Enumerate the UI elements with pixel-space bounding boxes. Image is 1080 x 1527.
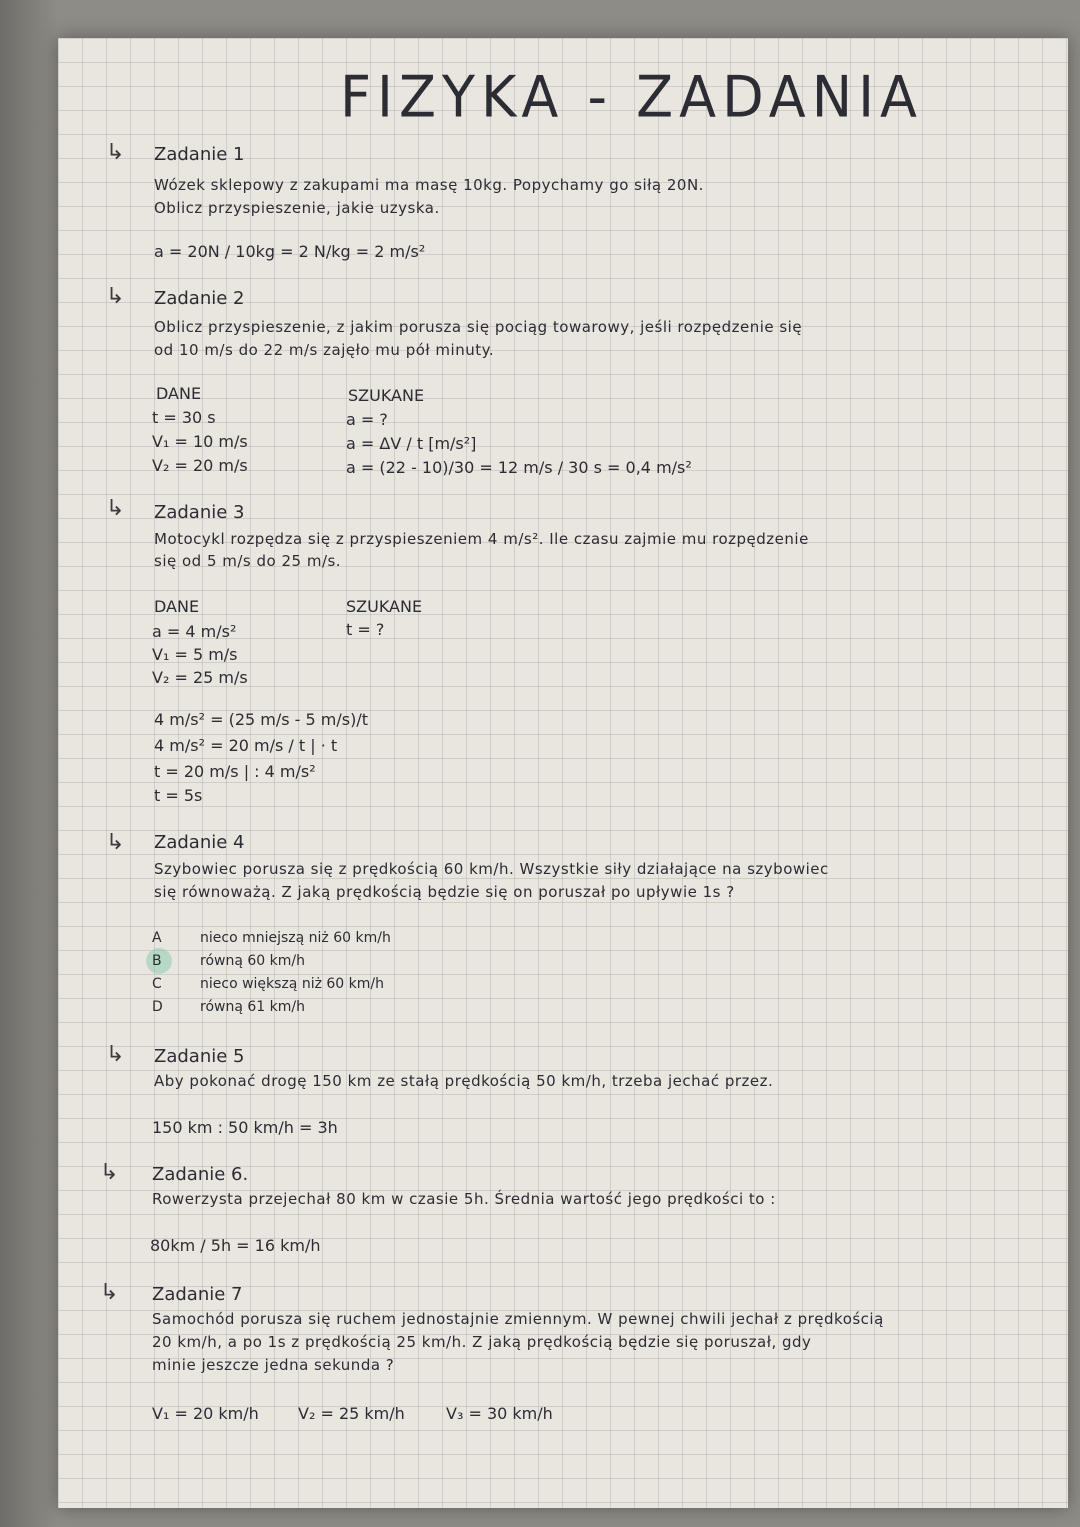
option-text: nieco mniejszą niż 60 km/h: [200, 930, 391, 946]
task-4-line: się równoważą. Z jaką prędkością będzie się on poruszał po upływie 1s ?: [154, 883, 735, 901]
option-text: równą 60 km/h: [200, 953, 305, 969]
task-7-line: Samochód porusza się ruchem jednostajnie zmiennym. W pewnej chwili jechał z prędkością: [152, 1310, 884, 1328]
task-3-heading: Zadanie 3: [154, 502, 245, 523]
option-letter: D: [152, 999, 163, 1015]
given-item: t = 30 s: [152, 408, 216, 427]
find-label: SZUKANE: [346, 597, 423, 616]
given-label: DANE: [156, 384, 202, 403]
task-7-line: 20 km/h, a po 1s z prędkością 25 km/h. Z jaką prędkością będzie się poruszał, gdy: [152, 1333, 812, 1351]
arrow-mark: ↳: [106, 1042, 125, 1067]
arrow-mark: ↳: [100, 1280, 119, 1305]
task-3-line: Motocykl rozpędza się z przyspieszeniem 4 m/s². Ile czasu zajmie mu rozpędzenie: [154, 530, 809, 548]
option-letter: C: [152, 976, 162, 992]
task-1-heading: Zadanie 1: [154, 144, 245, 165]
option-text: równą 61 km/h: [200, 999, 305, 1015]
arrow-mark: ↳: [100, 1160, 119, 1185]
given-item: V₁ = 10 m/s: [152, 432, 248, 451]
task-7-line: minie jeszcze jedna sekunda ?: [152, 1356, 395, 1374]
page-title: FIZYKA - ZADANIA: [340, 64, 923, 131]
task-3-solution: t = 5s: [154, 786, 203, 805]
arrow-mark: ↳: [106, 830, 125, 855]
given-item: V₂ = 20 m/s: [152, 456, 248, 475]
arrow-mark: ↳: [106, 284, 125, 309]
task-5-heading: Zadanie 5: [154, 1046, 245, 1067]
given-item: a = 4 m/s²: [152, 622, 237, 641]
arrow-mark: ↳: [106, 496, 125, 521]
task-2-heading: Zadanie 2: [154, 288, 245, 309]
task-6-heading: Zadanie 6.: [152, 1164, 249, 1185]
task-6-solution: 80km / 5h = 16 km/h: [150, 1236, 321, 1255]
task-3-solution: 4 m/s² = (25 m/s - 5 m/s)/t: [154, 710, 368, 729]
given-item: V₁ = 5 m/s: [152, 645, 238, 664]
task-7-heading: Zadanie 7: [152, 1284, 243, 1305]
find-item: a = (22 - 10)/30 = 12 m/s / 30 s = 0,4 m/s²: [346, 458, 692, 477]
task-4-line: Szybowiec porusza się z prędkością 60 km/h. Wszystkie siły działające na szybowiec: [154, 860, 829, 878]
find-item: t = ?: [346, 620, 385, 639]
task-3-line: się od 5 m/s do 25 m/s.: [154, 552, 342, 570]
task-3-solution: 4 m/s² = 20 m/s / t | · t: [154, 736, 338, 755]
task-5-line: Aby pokonać drogę 150 km ze stałą prędkością 50 km/h, trzeba jechać przez.: [154, 1072, 774, 1090]
find-item: a = ?: [346, 410, 388, 429]
option-letter: B: [152, 953, 162, 969]
given-label: DANE: [154, 597, 200, 616]
task-4-heading: Zadanie 4: [154, 832, 245, 853]
task-7-solution: V₁ = 20 km/h: [152, 1404, 259, 1423]
task-7-solution: V₂ = 25 km/h: [298, 1404, 405, 1423]
task-3-solution: t = 20 m/s | : 4 m/s²: [154, 762, 316, 781]
task-7-solution: V₃ = 30 km/h: [446, 1404, 553, 1423]
task-1-line: Oblicz przyspieszenie, jakie uzyska.: [154, 199, 440, 217]
find-label: SZUKANE: [348, 386, 425, 405]
find-item: a = ΔV / t [m/s²]: [346, 434, 477, 453]
option-text: nieco większą niż 60 km/h: [200, 976, 384, 992]
background-edge: [0, 0, 58, 1527]
arrow-mark: ↳: [106, 140, 125, 165]
given-item: V₂ = 25 m/s: [152, 668, 248, 687]
task-1-solution: a = 20N / 10kg = 2 N/kg = 2 m/s²: [154, 242, 426, 261]
task-2-line: Oblicz przyspieszenie, z jakim porusza się pociąg towarowy, jeśli rozpędzenie się: [154, 318, 803, 336]
task-1-line: Wózek sklepowy z zakupami ma masę 10kg. Popychamy go siłą 20N.: [154, 176, 704, 194]
task-5-solution: 150 km : 50 km/h = 3h: [152, 1118, 338, 1137]
option-letter: A: [152, 930, 162, 946]
task-6-line: Rowerzysta przejechał 80 km w czasie 5h. Średnia wartość jego prędkości to :: [152, 1190, 776, 1208]
task-2-line: od 10 m/s do 22 m/s zajęło mu pół minuty.: [154, 341, 495, 359]
